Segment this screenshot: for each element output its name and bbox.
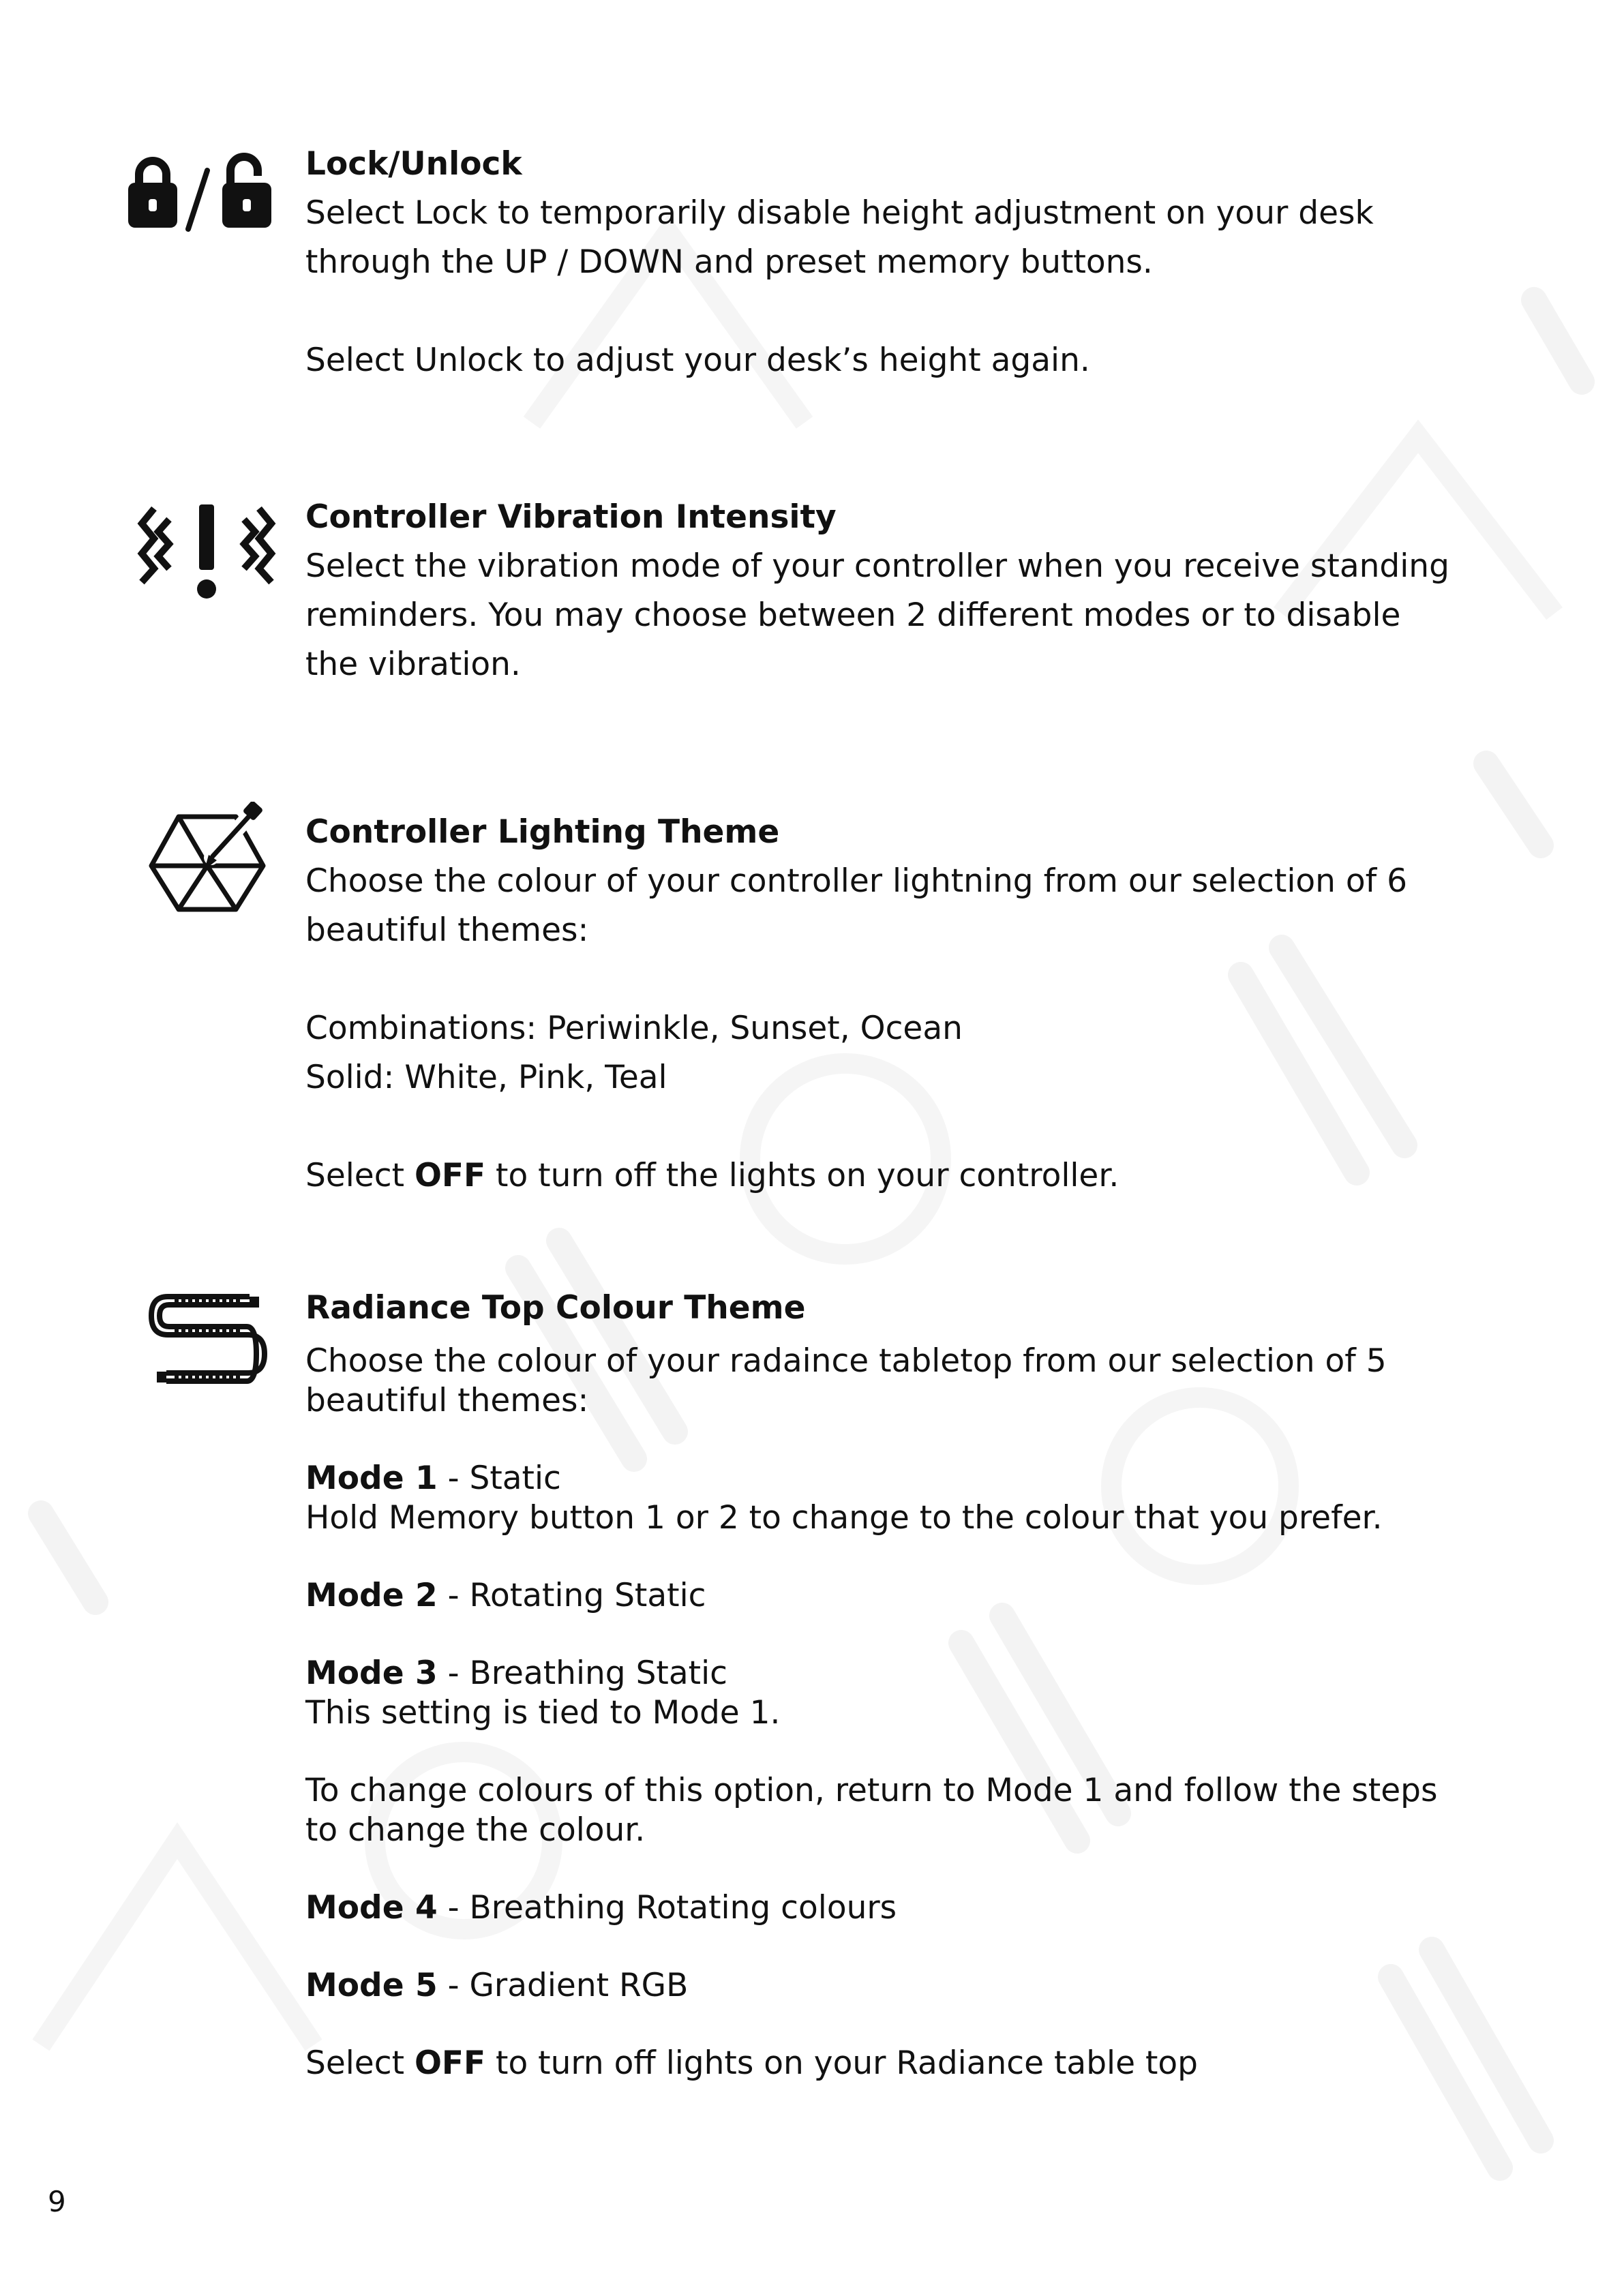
paragraph-line: beautiful themes: [305,911,589,949]
off-instruction [305,1151,1478,1200]
paragraph-line: To change colours of this option, return to Mode 1 and follow the steps [305,1772,1438,1809]
paragraph-line: through the UP / DOWN and preset memory buttons. [305,243,1153,281]
solid-line: Solid: White, Pink, Teal [305,1059,667,1096]
paragraph-line: to change the colour. [305,1811,646,1849]
mode-name: - Gradient RGB [437,1967,689,2004]
section-title: Controller Lighting Theme [305,813,780,851]
mode-name: - Rotating Static [437,1577,706,1614]
mode-name: - Breathing Static [437,1655,727,1692]
paragraph-line: reminders. You may choose between 2 different modes or to disable [305,596,1401,634]
off-keyword: OFF [414,1157,486,1194]
mode-label: Mode 2 [305,1577,438,1614]
mode-label: Mode 1 [305,1460,438,1497]
section-title: Controller Vibration Intensity [305,498,837,536]
mode-name: - Breathing Rotating colours [437,1889,897,1927]
lighting-theme-icon [146,802,269,913]
combinations-line: Combinations: Periwinkle, Sunset, Ocean [305,1010,963,1047]
paragraph-line: the vibration. [305,646,521,683]
paragraph-line: Select Unlock to adjust your desk’s height again. [305,342,1090,379]
radiance-top-section [305,1288,1478,2083]
paragraph-line: Select the vibration mode of your controller when you receive standing [305,547,1449,585]
off-suffix: to turn off lights on your Radiance table top [485,2044,1198,2082]
mode-label: Mode 5 [305,1967,438,2004]
mode-3-line [305,1654,1478,1693]
paragraph-line: Choose the colour of your controller lightning from our selection of 6 [305,862,1408,900]
mode-label: Mode 4 [305,1889,438,1927]
lock-unlock-icon [125,151,282,233]
off-prefix: Select [305,2044,415,2082]
page-number: 9 [48,2185,66,2218]
off-instruction [305,2044,1478,2083]
section-title: Lock/Unlock [305,145,522,183]
off-keyword: OFF [414,2044,486,2082]
mode-2-line [305,1576,1478,1616]
off-prefix: Select [305,1157,415,1194]
off-suffix: to turn off the lights on your controller. [485,1157,1119,1194]
led-strip-icon [147,1290,269,1400]
mode-label: Mode 3 [305,1655,438,1692]
paragraph-line: beautiful themes: [305,1382,589,1419]
lighting-theme-section [305,808,1478,1200]
section-title: Radiance Top Colour Theme [305,1289,806,1327]
mode-1-line [305,1459,1478,1498]
mode-4-line [305,1888,1478,1928]
vibration-icon [134,502,280,604]
paragraph-line: Choose the colour of your radaince tabletop from our selection of 5 [305,1342,1387,1380]
lock-unlock-section [305,140,1478,385]
mode-name: - Static [437,1460,561,1497]
mode-5-line [305,1966,1478,2006]
mode-1-description: Hold Memory button 1 or 2 to change to the colour that you prefer. [305,1499,1383,1537]
mode-3-description: This setting is tied to Mode 1. [305,1694,781,1732]
vibration-section [305,493,1478,689]
paragraph-line: Select Lock to temporarily disable height adjustment on your desk [305,194,1374,232]
